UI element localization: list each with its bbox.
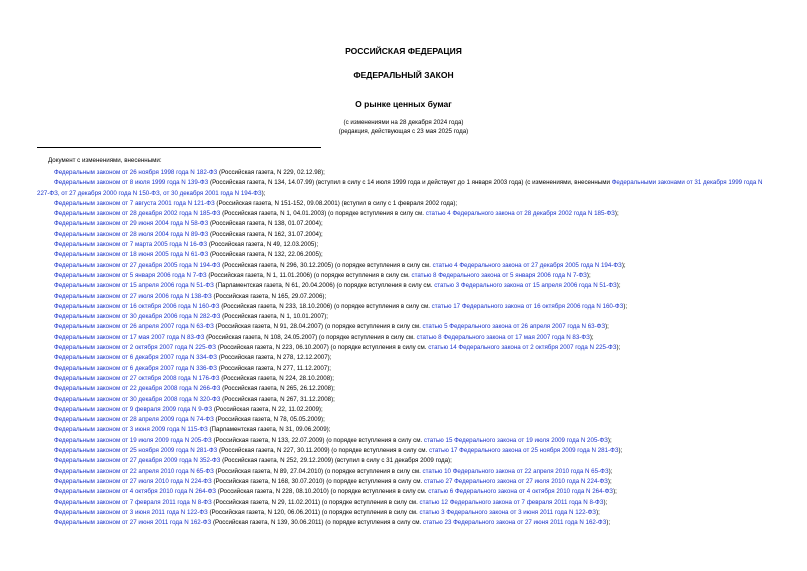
amendment-link[interactable]: статью 23 Федерального закона от 27 июня 2011 года N 162-ФЗ [422, 519, 607, 527]
amendment-item [37, 353, 772, 363]
amendments-intro: Документ с изменениями, внесенными: [48, 157, 162, 164]
amendment-text: ); [589, 333, 594, 341]
amendment-item [37, 518, 772, 528]
amendment-link[interactable]: статью 17 Федерального закона от 16 октября 2006 года N 160-ФЗ [431, 302, 624, 310]
amendment-item [37, 456, 772, 466]
amendment-link[interactable]: статью 14 Федерального закона от 2 октября 2007 года N 225-ФЗ [428, 344, 617, 352]
amendment-item [37, 508, 772, 518]
amendment-item [37, 436, 772, 446]
amendment-text: (Российская газета, N 133, 22.07.2009) (о порядке вступления в силу см. [211, 436, 424, 444]
amendment-link[interactable]: статью 8 Федерального закона от 5 января 2006 года N 7-ФЗ [411, 271, 587, 279]
amendment-text: ); [606, 519, 611, 527]
amendment-link[interactable]: Федеральным законом от 9 февраля 2009 года N 9-ФЗ [54, 405, 213, 413]
amendment-text: (Российская газета, N 224, 28.10.2008); [219, 374, 334, 382]
amendment-text: (Российская газета, N 227, 30.11.2009) (о порядке вступления в силу см. [217, 447, 429, 455]
amendment-text: ); [596, 508, 600, 516]
amendment-text: (Российская газета, N 233, 18.10.2006) (о порядке вступления в силу см. [219, 302, 432, 310]
amendment-text: (Российская газета, N 277, 11.12.2007); [216, 364, 331, 372]
amendment-item [37, 405, 772, 415]
amendment-link[interactable]: Федеральным законом от 3 июня 2009 года N 115-ФЗ [54, 426, 208, 434]
amendment-item [37, 219, 772, 229]
amendment-item [37, 487, 772, 497]
edition-note: (редакция, действующая с 23 мая 2025 года) [338, 128, 469, 135]
amendment-link[interactable]: Федеральным законом от 7 марта 2005 года N 16-ФЗ [54, 241, 208, 249]
amendment-item [37, 467, 772, 477]
amendment-link[interactable]: статью 27 Федерального закона от 27 июля 2010 года N 224-ФЗ [423, 477, 608, 485]
amendment-text: ); [623, 302, 628, 310]
amendment-item [37, 333, 772, 343]
amendment-text: ); [613, 488, 617, 496]
amendment-link[interactable]: статью 5 Федерального закона от 26 апреля 2007 года N 63-ФЗ [422, 323, 606, 331]
amendment-text: (Российская газета, N 223, 06.10.2007) (о порядке вступления в силу см. [216, 344, 429, 352]
amendment-item [37, 281, 772, 291]
amendment-text: (Российская газета, N 151-152, 09.08.2001) (вступил в силу с 1 февраля 2002 года); [214, 199, 458, 207]
amendment-text: (Российская газета, N 1, 10.01.2007); [220, 313, 328, 321]
amendment-item [37, 271, 772, 281]
amendment-link[interactable]: Федеральным законом от 7 августа 2001 года N 121-ФЗ [54, 199, 215, 207]
amendment-link[interactable]: Федеральным законом от 28 июля 2004 года N 89-ФЗ [54, 230, 209, 238]
amendment-text: (Российская газета, N 162, 31.07.2004); [208, 230, 323, 238]
amendment-link[interactable]: Федеральным законом от 18 июня 2005 года N 61-ФЗ [54, 251, 209, 259]
amendment-text: (Российская газета, N 91, 28.04.2007) (о порядке вступления в силу см. [213, 323, 423, 331]
amendment-item [37, 168, 772, 178]
amendment-text: ); [607, 477, 612, 485]
amendment-link[interactable]: Федеральным законом от 19 июля 2009 года N 205-ФЗ [54, 436, 212, 444]
amendment-link[interactable]: Федеральными законами от 31 декабря 1999 года N 227-ФЗ, от 27 декабря 2000 года N 150-ФЗ, от 30 декабря 2001 года N 194-ФЗ [37, 179, 763, 197]
amendment-text: ); [614, 210, 619, 218]
amendment-link[interactable]: статью 12 Федерального закона от 7 февраля 2011 года N 8-ФЗ [419, 498, 604, 506]
amendment-item [37, 425, 772, 435]
amendment-text: (Российская газета, N 278, 12.12.2007); [216, 354, 332, 362]
amendment-link[interactable]: статью 3 Федерального закона от 15 апреля 2006 года N 51-ФЗ [434, 282, 617, 290]
amendment-link[interactable]: статью 8 Федерального закона от 17 мая 2007 года N 83-ФЗ [416, 333, 590, 341]
amendment-item [37, 250, 772, 260]
amendment-link[interactable]: Федеральным законом от 27 декабря 2009 года N 352-ФЗ [54, 457, 221, 465]
document-title: О рынке ценных бумаг [355, 99, 452, 109]
amendment-item [37, 395, 772, 405]
amendment-link[interactable]: Федеральным законом от 6 декабря 2007 года N 336-ФЗ [54, 364, 217, 372]
amendment-link[interactable]: Федеральным законом от 8 июля 1999 года N 139-ФЗ [54, 179, 209, 187]
amendment-item [37, 498, 772, 508]
amendment-link[interactable]: статью 4 Федерального закона от 28 декабря 2002 года N 185-ФЗ [425, 210, 615, 218]
amendment-link[interactable]: Федеральным законом от 2 октября 2007 года N 225-ФЗ [54, 344, 217, 352]
amendment-text: ); [586, 271, 591, 279]
amendment-item [37, 415, 772, 425]
amendment-text: ); [618, 447, 623, 455]
amendment-text: (Российская газета, N 89, 27.04.2010) (о порядке вступления в силу см. [213, 467, 423, 475]
amendment-text: (Российская газета, N 139, 30.06.2011) (о порядке вступления в силу см. [211, 519, 423, 527]
amendment-link[interactable]: Федеральным законом от 30 декабря 2008 года N 320-ФЗ [54, 395, 221, 403]
amendment-link[interactable]: Федеральным законом от 26 ноября 1998 года N 182-ФЗ [54, 169, 218, 176]
amendment-item [37, 261, 772, 271]
amendment-text: (Российская газета, N 29, 11.02.2011) (о порядке вступления в силу см. [211, 498, 420, 506]
amendment-item [37, 446, 772, 456]
amendment-text: ); [621, 261, 626, 269]
amendment-text: ); [607, 436, 612, 444]
law-type-heading: ФЕДЕРАЛЬНЫЙ ЗАКОН [353, 70, 454, 80]
amendment-text: (Российская газета, N 228, 08.10.2010) (о порядке вступления в силу см. [216, 488, 429, 496]
amendment-text: (Парламентская газета, N 61, 20.04.2006) (о порядке вступления в силу см. [213, 282, 435, 290]
amendment-text: ); [616, 282, 621, 290]
amendment-item [37, 292, 772, 302]
amendment-text: (Парламентская газета, N 31, 09.06.2009); [207, 426, 331, 434]
amendment-link[interactable]: Федеральным законом от 6 декабря 2007 года N 334-ФЗ [54, 354, 217, 362]
amendment-link[interactable]: статью 6 Федерального закона от 4 октября 2010 года N 264-ФЗ [428, 488, 614, 496]
amendment-item [37, 209, 772, 219]
amendment-link[interactable]: Федеральным законом от 22 декабря 2008 года N 266-ФЗ [54, 385, 221, 393]
amendment-item [37, 364, 772, 374]
amendment-text: (Российская газета, N 229, 02.12.98); [217, 169, 325, 176]
amendment-text: (Российская газета, N 22, 11.02.2009); [212, 405, 323, 413]
amendment-item [37, 322, 772, 332]
amendments-list [37, 168, 772, 528]
amendment-link[interactable]: Федеральным законом от 7 февраля 2011 года N 8-ФЗ [54, 498, 212, 506]
amendment-text: (Российская газета, N 265, 26.12.2008); [220, 385, 335, 393]
amendment-item [37, 477, 772, 487]
amendment-link[interactable]: Федеральным законом от 22 апреля 2010 года N 65-ФЗ [54, 467, 214, 475]
amendment-link[interactable]: Федеральным законом от 27 декабря 2005 года N 194-ФЗ [54, 261, 221, 269]
amendment-text: (Российская газета, N 296, 30.12.2005) (о порядке вступления в силу см. [220, 261, 433, 269]
amendment-text: ); [616, 344, 621, 352]
amendment-text: (Российская газета, N 120, 06.06.2011) (о порядке вступления в силу см. [207, 508, 420, 516]
amendment-link[interactable]: статью 4 Федерального закона от 27 декабря 2005 года N 194-ФЗ [432, 261, 622, 269]
amendment-text: ); [605, 323, 609, 331]
amendment-text: (Российская газета, N 108, 24.05.2007) (о порядке вступления в силу см. [204, 333, 417, 341]
amendment-item [37, 240, 772, 250]
amendment-link[interactable]: Федеральным законом от 16 октября 2006 года N 160-ФЗ [54, 302, 220, 310]
separator-line [37, 147, 321, 148]
amendment-link[interactable]: Федеральным законом от 25 ноября 2009 года N 281-ФЗ [54, 447, 218, 455]
amendment-link[interactable]: Федеральным законом от 28 апреля 2009 года N 74-ФЗ [54, 416, 214, 424]
amendment-link[interactable]: Федеральным законом от 27 июня 2011 года N 162-ФЗ [54, 519, 212, 527]
amendment-link[interactable]: статью 3 Федерального закона от 3 июня 2011 года N 122-ФЗ [419, 508, 597, 516]
amendment-text: (Российская газета, N 132, 22.06.2005); [208, 251, 323, 259]
amendment-link[interactable]: Федеральным законом от 29 июня 2004 года N 58-ФЗ [54, 220, 209, 228]
amendment-link[interactable]: Федеральным законом от 4 октября 2010 года N 264-ФЗ [54, 488, 217, 496]
amendment-item [37, 199, 772, 209]
amendment-item [37, 312, 772, 322]
amendment-link[interactable]: Федеральным законом от 27 октября 2008 года N 176-ФЗ [54, 374, 220, 382]
amendment-link[interactable]: Федеральным законом от 27 июля 2010 года N 224-ФЗ [54, 477, 212, 485]
amendment-item [37, 384, 772, 394]
amendment-link[interactable]: статью 15 Федерального закона от 19 июля 2009 года N 205-ФЗ [423, 436, 608, 444]
amendment-link[interactable]: Федеральным законом от 30 декабря 2006 года N 282-ФЗ [54, 313, 221, 321]
amendment-text: (Российская газета, N 1, 04.01.2003) (о порядке вступления в силу см. [220, 210, 426, 218]
amendment-text: ); [608, 467, 613, 475]
amendment-item [37, 230, 772, 240]
amendment-link[interactable]: статью 17 Федерального закона от 25 ноября 2009 года N 281-ФЗ [429, 447, 619, 455]
amendment-text: (Российская газета, N 49, 12.03.2005); [207, 241, 319, 249]
amendment-link[interactable]: Федеральным законом от 27 июля 2006 года N 138-ФЗ [54, 292, 212, 300]
amendment-text: (Российская газета, N 138, 01.07.2004); [208, 220, 323, 228]
amendment-link[interactable]: Федеральным законом от 3 июня 2011 года N 122-ФЗ [54, 508, 208, 516]
amendment-link[interactable]: Федеральным законом от 28 декабря 2002 года N 185-ФЗ [54, 210, 221, 218]
amendment-link[interactable]: Федеральным законом от 17 мая 2007 года N 83-ФЗ [54, 333, 205, 341]
amendment-text: ); [603, 498, 608, 506]
amendment-text: (Российская газета, N 168, 30.07.2010) (о порядке вступления в силу см. [211, 477, 424, 485]
amendment-link[interactable]: Федеральным законом от 15 апреля 2006 года N 51-ФЗ [54, 282, 214, 290]
amendment-text: (Российская газета, N 252, 29.12.2009) (вступил в силу с 31 декабря 2009 года); [220, 457, 452, 465]
amendment-text: (Российская газета, N 1, 11.01.2006) (о порядке вступления в силу см. [206, 271, 412, 279]
amendment-item [37, 343, 772, 353]
amendment-text: (Российская газета, N 165, 29.07.2006); [211, 292, 327, 300]
amendment-item [37, 178, 772, 199]
amendment-link[interactable]: статью 10 Федерального закона от 22 апреля 2010 года N 65-ФЗ [422, 467, 609, 475]
amendment-link[interactable]: Федеральным законом от 26 апреля 2007 года N 63-ФЗ [54, 323, 214, 331]
federation-heading: РОССИЙСКАЯ ФЕДЕРАЦИЯ [345, 46, 462, 56]
amendment-text: (Российская газета, N 78, 05.05.2009); [213, 416, 325, 424]
amendment-item [37, 302, 772, 312]
amendment-text: (Российская газета, N 134, 14.07.99) (вступил в силу с 14 июля 1999 года и действует до 1 января 2003 года) (с изменениями, внесенными [208, 179, 612, 187]
amendment-link[interactable]: Федеральным законом от 5 января 2006 года N 7-ФЗ [54, 271, 207, 279]
amendment-item [37, 374, 772, 384]
amendment-text: (Российская газета, N 267, 31.12.2008); [220, 395, 335, 403]
changes-note: (с изменениями на 28 декабря 2024 года) [343, 119, 464, 126]
amendment-text: ); [261, 189, 266, 197]
